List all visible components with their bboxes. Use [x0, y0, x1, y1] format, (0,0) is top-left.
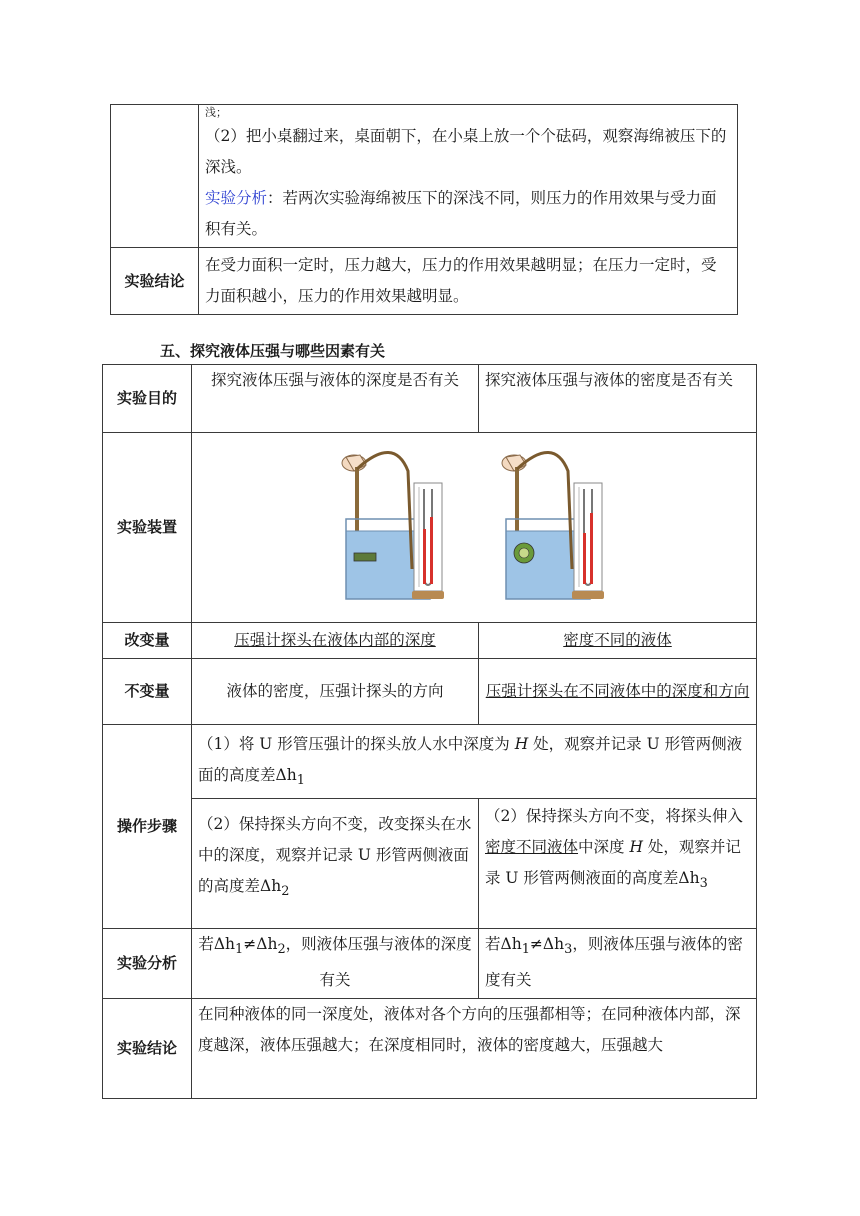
step-2b-text-mid: 中深度: [578, 838, 630, 857]
steps-label: 操作步骤: [103, 725, 192, 929]
delta-h-symbol: Δh: [542, 935, 565, 954]
subscript: 2: [277, 942, 286, 958]
section-heading: 五、探究液体压强与哪些因素有关: [160, 342, 386, 360]
conclusion-text-2: 在同种液体的同一深度处，液体对各个方向的压强都相等；在同种液体内部，深度越深，液体压强越大；在深度相同时，液体的密度越大，压强越大: [192, 999, 757, 1099]
step-1-text-2: 处，观察并记录 U 形管两侧液面的高度差: [198, 735, 743, 784]
step-2-density: [479, 799, 757, 929]
analysis-line: [205, 183, 731, 245]
changed-label: 改变量: [103, 623, 192, 659]
step-2b-underlined: 密度不同液体: [485, 838, 579, 857]
subscript: 3: [699, 876, 708, 892]
not-equal-symbol: ≠: [243, 935, 257, 954]
unchanged-label: 不变量: [103, 659, 192, 725]
analysis-density: [479, 929, 757, 999]
conclusion-label-2: 实验结论: [103, 999, 192, 1099]
steps-line-2: （2）把小桌翻过来，桌面朝下，在小桌上放一个个砝码，观察海绵被压下的深浅。: [205, 127, 727, 176]
subscript: 1: [296, 773, 305, 789]
step-2b-text: （2）保持探头方向不变，将探头伸入: [485, 807, 743, 826]
step-2b-text-post: 处，观察并记录 U 形管两侧液面的高度差: [485, 838, 741, 888]
empty-label-cell: [111, 105, 199, 248]
delta-h3: [678, 869, 708, 892]
analysis-text: ：若两次实验海绵被压下的深浅不同，则压力的作用效果与受力面积有关。: [205, 189, 717, 238]
delta-h-symbol: Δh: [500, 935, 522, 954]
delta-h1: [275, 766, 305, 789]
subscript: 2: [281, 884, 290, 900]
apparatus-figure: [324, 441, 624, 601]
conclusion-text: 在受力面积一定时，压力越大，压力的作用效果越明显；在压力一定时，受力面积越小，压力的作用效果越明显。: [199, 248, 738, 315]
steps-line-continued: 浅；: [205, 106, 227, 119]
analysis-depth-post: ，则液体压强与液体的深度有关: [285, 935, 472, 990]
analysis-label: 实验分析: [103, 929, 192, 999]
step-1-depth-var: H: [514, 735, 529, 753]
delta-h2: [260, 877, 290, 900]
delta-h-symbol: Δh: [678, 869, 700, 888]
analysis-depth-pre: 若: [198, 935, 214, 954]
purpose-label: 实验目的: [103, 365, 192, 433]
analysis-depth: [192, 929, 479, 999]
purpose-density: 探究液体压强与液体的密度是否有关: [479, 365, 757, 433]
step-2b-depth-var: H: [629, 838, 643, 857]
changed-depth: 压强计探头在液体内部的深度: [192, 623, 479, 659]
analysis-density-pre: 若: [485, 935, 501, 954]
table-liquid-pressure: [102, 364, 757, 1099]
apparatus-density: [502, 452, 604, 599]
step-2-depth: [192, 799, 479, 929]
not-equal-symbol: ≠: [529, 935, 543, 954]
delta-h-symbol: Δh: [260, 877, 282, 896]
steps-cell: [199, 105, 738, 248]
step-1: [192, 725, 757, 799]
unchanged-density: 压强计探头在不同液体中的深度和方向: [479, 659, 757, 725]
subscript: 1: [521, 942, 530, 958]
table-pressure-effect: [110, 104, 738, 315]
purpose-depth: 探究液体压强与液体的深度是否有关: [192, 365, 479, 433]
delta-h-symbol: Δh: [213, 935, 236, 954]
delta-h-symbol: Δh: [256, 935, 278, 954]
subscript: 1: [235, 942, 244, 958]
delta-h-symbol: Δh: [275, 766, 297, 784]
step-1-text: （1）将 U 形管压强计的探头放人水中深度为: [198, 735, 515, 753]
changed-density: 密度不同的液体: [479, 623, 757, 659]
conclusion-label: 实验结论: [111, 248, 199, 315]
device-figure-cell: [192, 433, 757, 623]
analysis-label: 实验分析: [205, 189, 268, 207]
unchanged-depth: 液体的密度，压强计探头的方向: [192, 659, 479, 725]
apparatus-depth: [342, 452, 444, 599]
step-2a-text: （2）保持探头方向不变，改变探头在水中的深度，观察并记录 U 形管两侧液面的高度差: [198, 815, 472, 896]
subscript: 3: [564, 942, 573, 958]
analysis-density-post: ，则液体压强与液体的密度有关: [485, 935, 743, 990]
device-label: 实验装置: [103, 433, 192, 623]
